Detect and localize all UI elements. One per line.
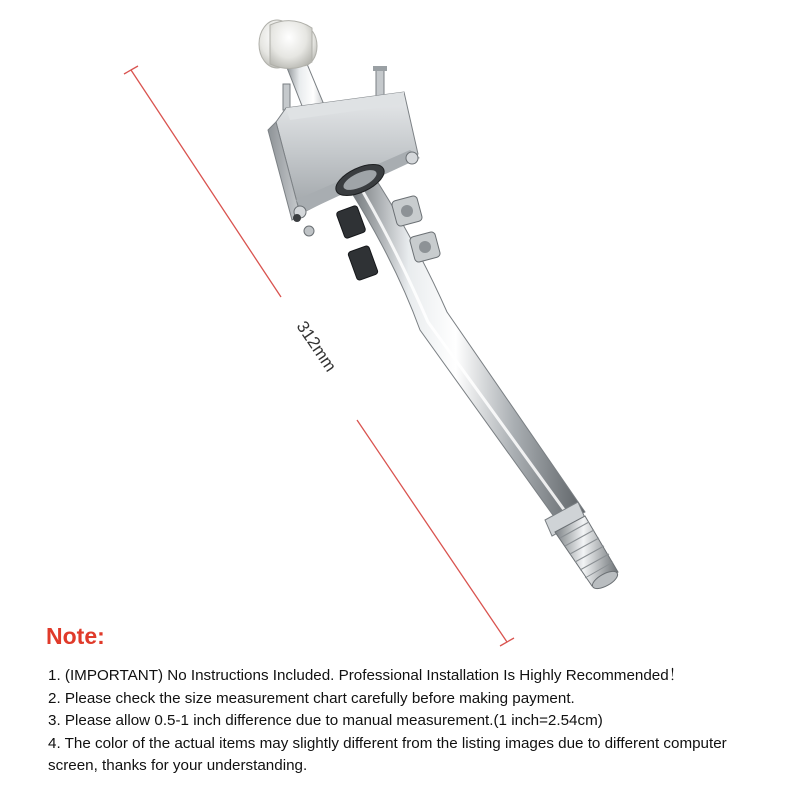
note-item: 2. Please check the size measurement chart carefully before making payment. [48, 689, 575, 707]
note-title: Note: [46, 623, 105, 649]
note-list [48, 665, 768, 778]
knob [259, 20, 317, 69]
note-item: 1. (IMPORTANT) No Instructions Included. Professional Installation Is Highly Recommended！ [48, 667, 684, 684]
note-item: 3. Please allow 0.5-1 inch difference due to manual measurement.(1 inch=2.54cm) [48, 712, 603, 729]
short-shifter [259, 20, 620, 592]
dimension-label: 312mm [292, 317, 341, 376]
threaded-tip [555, 516, 620, 592]
note-item: 4. The color of the actual items may slightly different from the listing images due to different computer screen, thanks for your understanding. [48, 734, 727, 774]
